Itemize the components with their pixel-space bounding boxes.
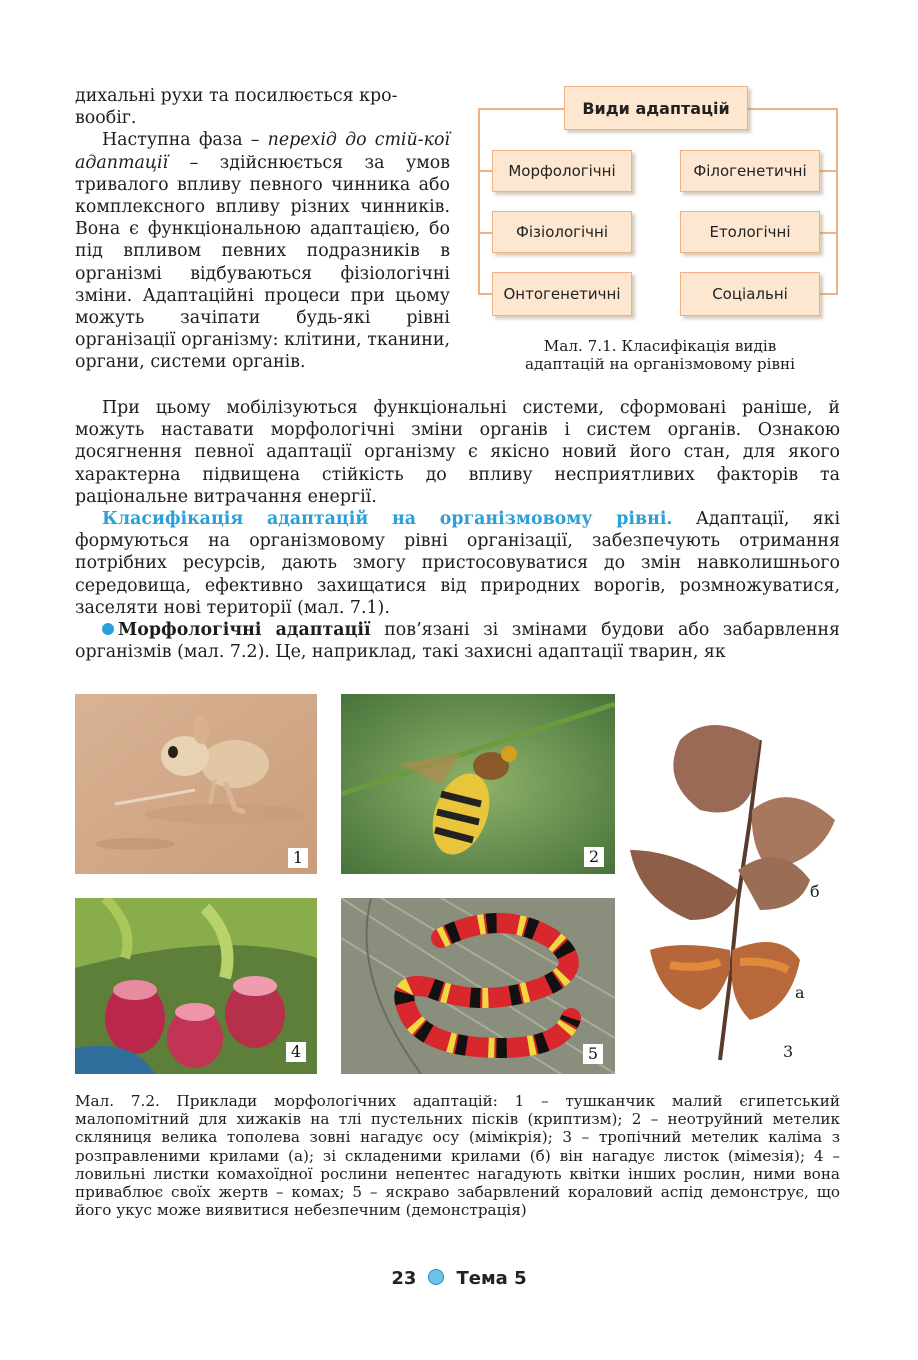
box-ontogenetic: Онтогенетичні <box>492 272 632 316</box>
jerboa-illustration <box>75 694 317 874</box>
box-morphological: Морфологічні <box>492 150 632 192</box>
p2-rest: – здійснюється за умов тривалого впливу певного чинника або комплексного впливу різних чинників. Вона є функціональною адаптацією, бо під впливом певних подразників в організмі відбуваються фізіологічні зміни. Адаптаційні процеси при цьому можуть зачіпати будь-які рівні організації організму: клітини, тканини, органи, системи органів. <box>75 152 450 373</box>
morphological-term: Морфологічні адаптації <box>118 620 371 641</box>
photo-number-4: 4 <box>286 1042 306 1062</box>
diagram-caption-line-1: Мал. 7.1. Класифікація видів <box>543 337 777 355</box>
section-heading: Класифікація адаптацій на організмовому рівні. <box>102 509 673 530</box>
coral-snake-illustration <box>341 898 615 1074</box>
paragraph-5 <box>75 619 840 663</box>
paragraph-3: При цьому мобілізуються функціональні системи, сформовані раніше, й можуть наставати морфологічні зміни органів і систем органів. Ознакою досягнення певної адаптації організму є якісно новий його стан, для якого характерна підвищена стійкість до впливу несприятливих факторів та раціональне витрачання енергії. <box>75 398 840 507</box>
photo-number-1: 1 <box>288 848 308 868</box>
nepenthes-illustration <box>75 898 317 1074</box>
label-a: а <box>795 983 805 1002</box>
figure-caption: Мал. 7.2. Приклади морфологічних адаптацій: 1 – тушканчик малий єгипетський малопомітний для хижаків на тлі пустельних пісків (криптизм); 2 – неотруйний метелик скляниця велика тополева зовні нагадує осу (мімікрія); 3 – тропічний метелик каліма з розправленими крилами (а); зі складеними крилами (б) він нагадує листок (мімезія); 4 – ловильні листки комахоїдної рослини непентес нагадують квітки інших рослин, ними вона приваблює своїх жертв – комах; 5 – яскраво забарвлений кораловий аспід демонструє, що його укус може виявитися небезпечним (демонстрація) <box>75 1092 840 1220</box>
connector-right-1 <box>818 170 838 172</box>
photo-number-3: 3 <box>783 1042 794 1061</box>
photo-coral-snake <box>341 898 615 1074</box>
p2-italic: перехід до стій-кої адаптації <box>75 130 450 173</box>
connector-left-vertical <box>478 108 480 294</box>
paragraph-5-rest: пов’язані зі змінами будови або забарвлення організмів (мал. 7.2). Це, наприклад, такі захисні адаптації тварин, як <box>75 620 841 663</box>
label-b: б <box>810 882 820 901</box>
intro-paragraph <box>75 129 450 373</box>
page-number: 23 <box>391 1268 417 1289</box>
topic-label: Тема 5 <box>456 1268 527 1289</box>
diagram-caption-line-2: адаптацій на організмовому рівні <box>524 355 796 373</box>
connector-right-vertical <box>836 108 838 294</box>
photo-number-2: 2 <box>584 847 604 867</box>
diagram-caption <box>470 337 850 373</box>
connector-right-3 <box>818 293 838 295</box>
box-phylogenetic: Філогенетичні <box>680 150 820 192</box>
box-social: Соціальні <box>680 272 820 316</box>
footer-dot-icon <box>428 1269 444 1285</box>
body-text <box>75 397 840 663</box>
adaptation-diagram <box>470 80 850 330</box>
photo-kallima <box>620 700 845 1070</box>
photo-nepenthes <box>75 898 317 1074</box>
paragraph-4 <box>75 508 840 619</box>
photo-hornet-moth <box>341 694 615 874</box>
box-physiological: Фізіологічні <box>492 211 632 253</box>
box-ethological: Етологічні <box>680 211 820 253</box>
intro-column <box>75 85 450 374</box>
connector-right-top <box>748 108 838 110</box>
paragraph-4-rest: Адаптації, які формуються на організмовому рівні організації, забезпечують отримання потрібних ресурсів, дають змогу пристосовуватися до змін навколишнього середовища, ефективно захищатися від природних ворогів, розмножуватися, заселяти нові території (мал. 7.1). <box>75 509 841 618</box>
photo-number-5: 5 <box>583 1044 603 1064</box>
connector-right-2 <box>818 232 838 234</box>
photo-jerboa <box>75 694 317 874</box>
connector-left-top <box>478 108 572 110</box>
moth-illustration <box>341 694 615 874</box>
bullet-dot-icon <box>102 623 114 635</box>
p2-lead: Наступна фаза – <box>102 130 260 151</box>
intro-line-2: вообіг. <box>75 108 137 129</box>
intro-line-1: дихальні рухи та посилюється кро- <box>75 86 398 106</box>
diagram-title-box: Види адаптацій <box>564 86 748 130</box>
page-footer <box>0 1268 918 1289</box>
